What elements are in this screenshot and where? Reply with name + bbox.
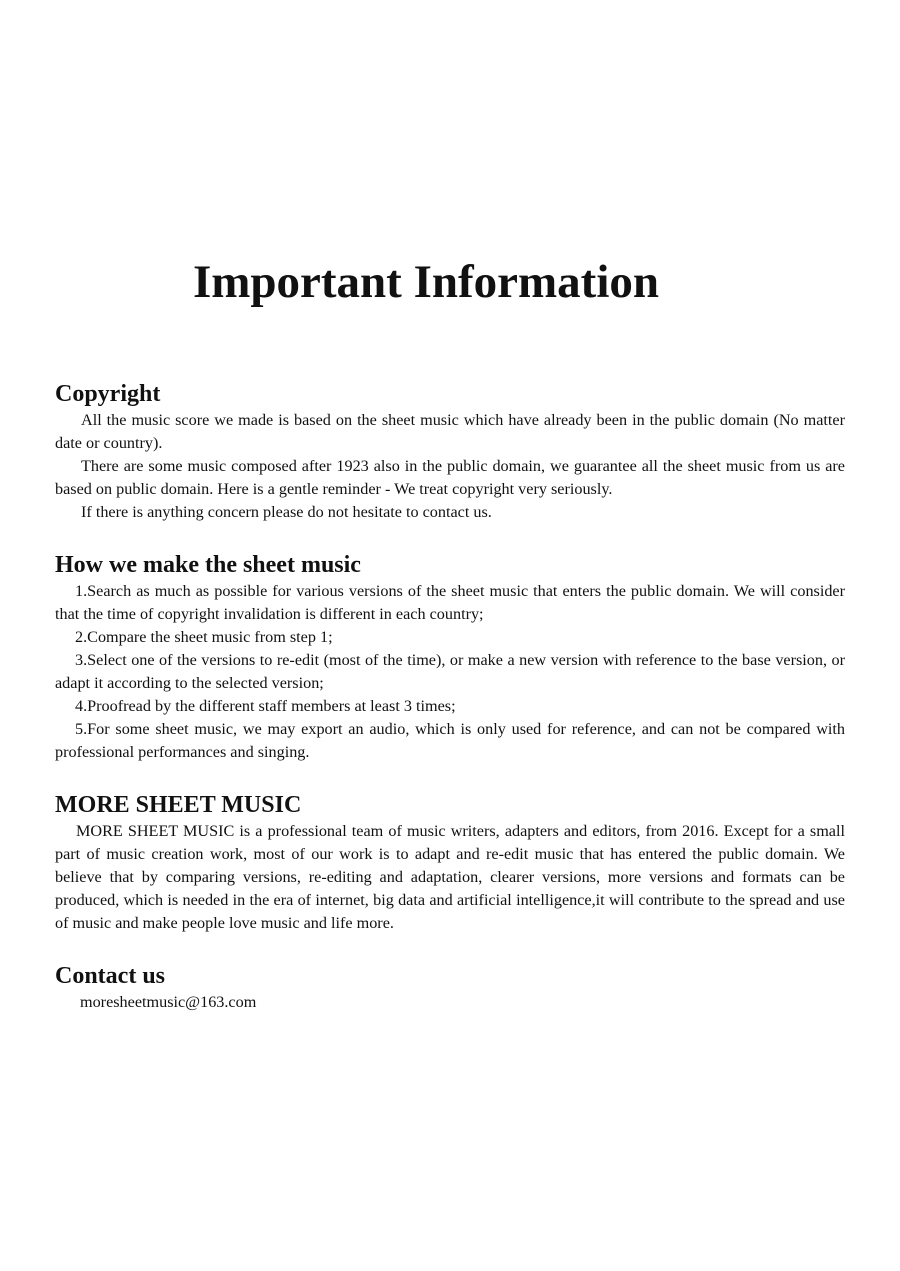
contact-heading: Contact us bbox=[55, 963, 166, 989]
how-we-make-heading: How we make the sheet music bbox=[55, 552, 361, 578]
more-sheet-music-body: MORE SHEET MUSIC is a professional team of music writers, adapters and editors, from 2016. Except for a small part of music creation work, most of our work is to adapt and re-edit music that has entered the public domain. We believe that by comparing versions, re-editing and adaptation, clearer versions, more versions and formats can be produced, which is needed in the era of internet, big data and artificial intelligence,it will contribute to the spread and use of music and make people love music and life more. bbox=[55, 822, 845, 932]
process-step: 4.Proofread by the different staff members at least 3 times; bbox=[75, 697, 456, 715]
how-we-make-section bbox=[55, 550, 845, 764]
copyright-paragraph: All the music score we made is based on the sheet music which have already been in the public domain (No matter date or country). bbox=[55, 411, 845, 452]
process-step: 5.For some sheet music, we may export an audio, which is only used for reference, and can not be compared with professional performances and singing. bbox=[55, 720, 845, 761]
contact-email[interactable]: moresheetmusic@163.com bbox=[80, 993, 257, 1011]
copyright-paragraph: If there is anything concern please do not hesitate to contact us. bbox=[81, 503, 492, 521]
contact-section bbox=[55, 961, 845, 1014]
more-sheet-music-section bbox=[55, 790, 845, 935]
process-step: 3.Select one of the versions to re-edit (most of the time), or make a new version with reference to the base version, or adapt it according to the selected version; bbox=[55, 651, 845, 692]
process-step: 1.Search as much as possible for various versions of the sheet music that enters the public domain. We will consider that the time of copyright invalidation is different in each country; bbox=[55, 582, 845, 623]
copyright-heading: Copyright bbox=[55, 381, 161, 407]
copyright-paragraph: There are some music composed after 1923 also in the public domain, we guarantee all the sheet music from us are based on public domain. Here is a gentle reminder - We treat copyright very seriously. bbox=[55, 457, 845, 498]
more-sheet-music-heading: MORE SHEET MUSIC bbox=[55, 792, 302, 818]
copyright-section bbox=[55, 379, 845, 524]
process-step: 2.Compare the sheet music from step 1; bbox=[75, 628, 333, 646]
page-title: Important Information bbox=[192, 256, 660, 308]
